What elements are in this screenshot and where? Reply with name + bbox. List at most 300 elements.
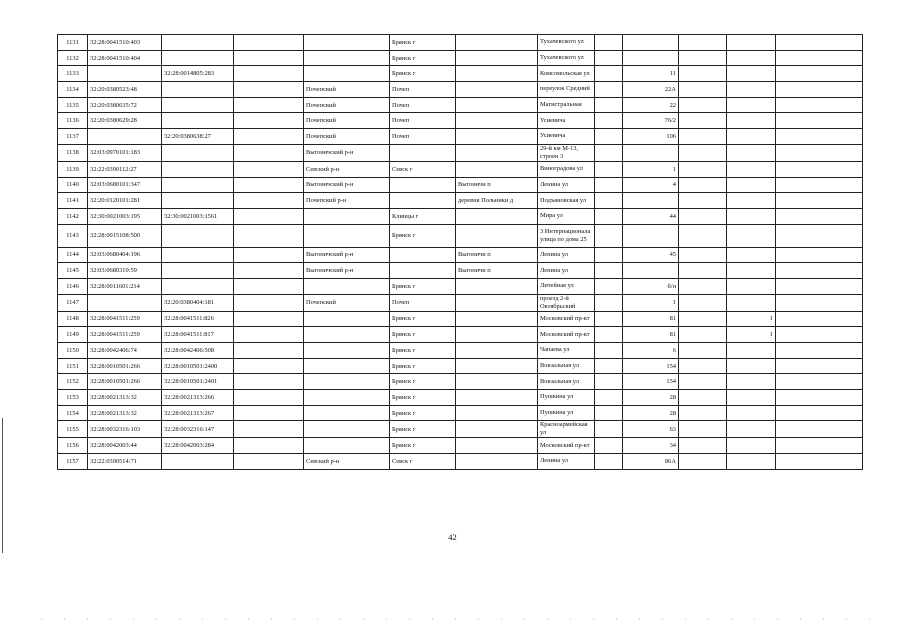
cell-flag [727, 358, 776, 374]
table-row [58, 113, 863, 129]
cell-house [623, 144, 679, 161]
cell-empty [776, 66, 863, 82]
cell-cadastral-number-2: 32:28:0010501:2401 [162, 374, 234, 390]
cell-street: Мира ул [538, 208, 595, 224]
cell-empty [234, 263, 304, 279]
cell-city: Брянск г [390, 374, 456, 390]
cell-empty [776, 454, 863, 470]
cell-city: Брянск г [390, 421, 456, 438]
cell-street: Московский пр-кт [538, 311, 595, 327]
cell-settlement [456, 294, 538, 311]
cell-empty [595, 278, 623, 294]
cell-cadastral-number: 32:03:0680310:59 [88, 263, 162, 279]
cell-empty [679, 421, 727, 438]
cell-empty [776, 421, 863, 438]
cell-street: Пушкина ул [538, 390, 595, 406]
cell-empty [679, 144, 727, 161]
cell-empty [234, 82, 304, 98]
cell-flag [727, 247, 776, 263]
cell-empty [234, 421, 304, 438]
cell-city: Брянск г [390, 358, 456, 374]
cell-cadastral-number: 32:03:0680101:347 [88, 177, 162, 193]
cell-house: 11 [623, 66, 679, 82]
cell-empty [595, 327, 623, 343]
cell-row-number: 1157 [58, 454, 88, 470]
cell-district [304, 66, 390, 82]
cell-house [623, 263, 679, 279]
cell-city [390, 177, 456, 193]
cell-street: Вокзальная ул [538, 374, 595, 390]
cell-cadastral-number: 32:28:0041510:404 [88, 50, 162, 66]
cell-empty [679, 247, 727, 263]
cell-empty [595, 177, 623, 193]
cell-cadastral-number-2 [162, 278, 234, 294]
cell-cadastral-number-2: 32:28:0014805:283 [162, 66, 234, 82]
cell-city: Брянск г [390, 343, 456, 359]
cell-cadastral-number-2 [162, 193, 234, 209]
cell-settlement: деревня Польники д [456, 193, 538, 209]
cell-settlement: Выгоничи п [456, 247, 538, 263]
cell-district: Почепский [304, 113, 390, 129]
cell-empty [679, 113, 727, 129]
cell-row-number: 1152 [58, 374, 88, 390]
page-number: 42 [448, 532, 457, 542]
cell-row-number: 1151 [58, 358, 88, 374]
cell-street: Подъяновская ул [538, 193, 595, 209]
cell-flag [727, 294, 776, 311]
cell-empty [234, 193, 304, 209]
table-row [58, 129, 863, 145]
cell-flag [727, 161, 776, 177]
table-row [58, 438, 863, 454]
table-row [58, 50, 863, 66]
cell-district: Почепский [304, 97, 390, 113]
cell-house: 63 [623, 421, 679, 438]
cell-cadastral-number: 32:28:0011601:214 [88, 278, 162, 294]
cell-empty [776, 327, 863, 343]
cell-district: Выгоничский р-н [304, 263, 390, 279]
cell-empty [679, 177, 727, 193]
cell-empty [234, 438, 304, 454]
cell-empty [776, 208, 863, 224]
cell-cadastral-number-2 [162, 50, 234, 66]
cell-city [390, 144, 456, 161]
cell-empty [595, 343, 623, 359]
cell-house: 44 [623, 208, 679, 224]
cell-row-number: 1153 [58, 390, 88, 406]
cell-flag [727, 82, 776, 98]
table-row [58, 421, 863, 438]
cell-house: 34 [623, 438, 679, 454]
cell-cadastral-number-2 [162, 263, 234, 279]
cell-flag [727, 224, 776, 247]
cell-house: 6 [623, 343, 679, 359]
cell-street: Ленина ул [538, 263, 595, 279]
cell-settlement [456, 97, 538, 113]
cell-cadastral-number: 32:28:0015108:500 [88, 224, 162, 247]
cell-empty [234, 208, 304, 224]
cell-empty [679, 224, 727, 247]
cell-empty [234, 66, 304, 82]
cell-house: 22 [623, 97, 679, 113]
cell-cadastral-number: 32:28:0032316:103 [88, 421, 162, 438]
cell-flag [727, 454, 776, 470]
cell-flag [727, 390, 776, 406]
cell-house: 154 [623, 358, 679, 374]
cell-street: Литейная ул [538, 278, 595, 294]
table-row [58, 144, 863, 161]
cell-house: 4 [623, 177, 679, 193]
cell-empty [234, 358, 304, 374]
table-row [58, 193, 863, 209]
cell-street: Чапаева ул [538, 343, 595, 359]
cell-empty [776, 247, 863, 263]
cell-city [390, 247, 456, 263]
cell-row-number: 1139 [58, 161, 88, 177]
cell-empty [679, 405, 727, 421]
cell-empty [234, 327, 304, 343]
cell-empty [234, 35, 304, 51]
cell-flag [727, 193, 776, 209]
cell-cadastral-number-2 [162, 82, 234, 98]
cell-row-number: 1140 [58, 177, 88, 193]
cell-empty [234, 224, 304, 247]
cell-flag [727, 97, 776, 113]
cell-settlement [456, 311, 538, 327]
cell-house: б/н [623, 278, 679, 294]
cell-city: Севск г [390, 454, 456, 470]
cell-city: Брянск г [390, 438, 456, 454]
cell-empty [679, 278, 727, 294]
cell-street: Московский пр-кт [538, 327, 595, 343]
cell-empty [595, 161, 623, 177]
cell-empty [776, 193, 863, 209]
cell-flag: 1 [727, 327, 776, 343]
cell-district [304, 358, 390, 374]
cell-house: 1 [623, 161, 679, 177]
cell-flag [727, 50, 776, 66]
cell-empty [595, 50, 623, 66]
cell-street: Тухачевского ул [538, 35, 595, 51]
cell-house [623, 50, 679, 66]
cell-district [304, 343, 390, 359]
cell-house: 28 [623, 390, 679, 406]
cell-flag: 1 [727, 311, 776, 327]
cell-cadastral-number-2 [162, 97, 234, 113]
cell-city: Брянск г [390, 35, 456, 51]
cell-empty [595, 438, 623, 454]
cell-city: Брянск г [390, 278, 456, 294]
cell-row-number: 1136 [58, 113, 88, 129]
cell-street: 3 Интернационала улица по дома 25 [538, 224, 595, 247]
cell-district: Выгоничский р-н [304, 177, 390, 193]
cell-street: Пушкина ул [538, 405, 595, 421]
cell-empty [595, 263, 623, 279]
cell-house [623, 224, 679, 247]
cell-row-number: 1131 [58, 35, 88, 51]
cell-row-number: 1138 [58, 144, 88, 161]
cell-empty [679, 358, 727, 374]
cell-city: Клинцы г [390, 208, 456, 224]
table-row [58, 294, 863, 311]
cell-settlement [456, 82, 538, 98]
cell-empty [679, 129, 727, 145]
cell-empty [234, 294, 304, 311]
cell-settlement [456, 438, 538, 454]
cell-settlement: Выгоничи п [456, 177, 538, 193]
cell-flag [727, 438, 776, 454]
cell-flag [727, 144, 776, 161]
cell-row-number: 1149 [58, 327, 88, 343]
cell-flag [727, 129, 776, 145]
cell-cadastral-number-2: 32:28:0042406:508 [162, 343, 234, 359]
cell-empty [776, 129, 863, 145]
cell-street: Красноармейская ул [538, 421, 595, 438]
cell-street: Виноградова ул [538, 161, 595, 177]
cell-cadastral-number-2 [162, 224, 234, 247]
cell-empty [595, 193, 623, 209]
cell-house: 45 [623, 247, 679, 263]
cell-house: 81 [623, 311, 679, 327]
cell-empty [595, 247, 623, 263]
cell-city: Почеп [390, 82, 456, 98]
cell-cadastral-number-2: 32:20:0380638:27 [162, 129, 234, 145]
cell-cadastral-number: 32:28:0010501:266 [88, 374, 162, 390]
cell-empty [595, 224, 623, 247]
cell-house: 22А [623, 82, 679, 98]
cell-house [623, 193, 679, 209]
cell-empty [679, 263, 727, 279]
cell-street: Комсомольская ул [538, 66, 595, 82]
cell-flag [727, 35, 776, 51]
cell-row-number: 1132 [58, 50, 88, 66]
cell-street: Ленина ул [538, 454, 595, 470]
cell-city: Почеп [390, 97, 456, 113]
cell-settlement [456, 358, 538, 374]
scan-noise [30, 618, 890, 620]
cell-empty [776, 390, 863, 406]
cell-street: 29-й км М-13, строен 3 [538, 144, 595, 161]
cell-cadastral-number: 32:28:0041511:259 [88, 311, 162, 327]
cell-cadastral-number-2: 32:30:0021003:1561 [162, 208, 234, 224]
table-row [58, 374, 863, 390]
cell-cadastral-number: 32:28:0042406:74 [88, 343, 162, 359]
cell-row-number: 1144 [58, 247, 88, 263]
cell-empty [595, 35, 623, 51]
cell-empty [776, 224, 863, 247]
cell-settlement [456, 421, 538, 438]
cell-empty [679, 294, 727, 311]
cell-street: Вокзальная ул [538, 358, 595, 374]
cell-row-number: 1155 [58, 421, 88, 438]
table-row [58, 247, 863, 263]
cell-cadastral-number: 32:20:0380635:72 [88, 97, 162, 113]
table-row [58, 82, 863, 98]
cell-row-number: 1137 [58, 129, 88, 145]
cell-cadastral-number: 32:30:0021003:195 [88, 208, 162, 224]
cell-cadastral-number-2 [162, 35, 234, 51]
cell-empty [679, 390, 727, 406]
cell-empty [595, 113, 623, 129]
cell-cadastral-number: 32:03:0680404:196 [88, 247, 162, 263]
cell-empty [234, 50, 304, 66]
cell-empty [595, 294, 623, 311]
cell-empty [776, 35, 863, 51]
cell-street: Московский пр-кт [538, 438, 595, 454]
cell-empty [776, 438, 863, 454]
cell-district: Почепский р-н [304, 193, 390, 209]
cell-cadastral-number-2 [162, 247, 234, 263]
cell-empty [595, 454, 623, 470]
cell-row-number: 1142 [58, 208, 88, 224]
cell-empty [595, 405, 623, 421]
cell-street: Магистральная [538, 97, 595, 113]
cell-empty [776, 113, 863, 129]
cell-district [304, 278, 390, 294]
cell-cadastral-number: 32:22:0390112:27 [88, 161, 162, 177]
cell-city: Брянск г [390, 66, 456, 82]
cell-empty [776, 278, 863, 294]
cell-street: Ленина ул [538, 177, 595, 193]
cell-empty [679, 343, 727, 359]
cell-cadastral-number: 32:20:0380629:28 [88, 113, 162, 129]
cell-flag [727, 343, 776, 359]
table-row [58, 327, 863, 343]
cell-settlement [456, 327, 538, 343]
cell-flag [727, 208, 776, 224]
cell-district: Почепский [304, 294, 390, 311]
cell-empty [595, 129, 623, 145]
cell-empty [776, 263, 863, 279]
table-row [58, 224, 863, 247]
cell-empty [595, 144, 623, 161]
cell-empty [595, 421, 623, 438]
cell-district: Выгоничский р-н [304, 144, 390, 161]
cell-empty [595, 358, 623, 374]
cell-row-number: 1135 [58, 97, 88, 113]
cell-city: Почеп [390, 294, 456, 311]
cell-empty [234, 97, 304, 113]
cell-cadastral-number-2: 32:28:0041511:826 [162, 311, 234, 327]
cell-flag [727, 113, 776, 129]
cell-empty [776, 343, 863, 359]
cell-cadastral-number-2: 32:28:0032316:147 [162, 421, 234, 438]
table-row [58, 278, 863, 294]
cell-city: Брянск г [390, 327, 456, 343]
cell-flag [727, 177, 776, 193]
cell-city: Почеп [390, 113, 456, 129]
cell-cadastral-number: 32:22:0390514:71 [88, 454, 162, 470]
cell-cadastral-number-2 [162, 177, 234, 193]
cell-empty [679, 66, 727, 82]
cell-empty [234, 161, 304, 177]
cell-cadastral-number: 32:28:0021313:32 [88, 405, 162, 421]
cell-empty [679, 327, 727, 343]
cell-empty [234, 454, 304, 470]
cell-row-number: 1134 [58, 82, 88, 98]
cell-cadastral-number-2: 32:28:0041511:817 [162, 327, 234, 343]
cell-empty [776, 405, 863, 421]
cell-empty [679, 454, 727, 470]
cell-city: Брянск г [390, 390, 456, 406]
cell-cadastral-number: 32:28:0010501:266 [88, 358, 162, 374]
cell-cadastral-number: 32:28:0041510:403 [88, 35, 162, 51]
cell-settlement [456, 35, 538, 51]
cell-district [304, 327, 390, 343]
cell-district [304, 311, 390, 327]
table-row [58, 343, 863, 359]
cell-flag [727, 66, 776, 82]
cell-empty [234, 390, 304, 406]
cell-district [304, 421, 390, 438]
cell-settlement [456, 343, 538, 359]
cell-empty [679, 311, 727, 327]
cell-empty [595, 66, 623, 82]
cell-flag [727, 263, 776, 279]
cell-settlement [456, 374, 538, 390]
cell-empty [776, 294, 863, 311]
table-row [58, 97, 863, 113]
cell-empty [595, 374, 623, 390]
cell-settlement [456, 454, 538, 470]
cell-empty [234, 311, 304, 327]
cell-city: Брянск г [390, 224, 456, 247]
cell-empty [595, 97, 623, 113]
cell-settlement [456, 113, 538, 129]
registry-table-body [58, 35, 863, 470]
cell-settlement: Выгоничи п [456, 263, 538, 279]
cell-street: Усиевича [538, 113, 595, 129]
cell-city [390, 193, 456, 209]
cell-street: переулок Средний [538, 82, 595, 98]
cell-row-number: 1148 [58, 311, 88, 327]
cell-district [304, 50, 390, 66]
cell-cadastral-number: 32:20:0120101:281 [88, 193, 162, 209]
cell-row-number: 1147 [58, 294, 88, 311]
cell-empty [776, 177, 863, 193]
cell-street: Усиевича [538, 129, 595, 145]
table-row [58, 208, 863, 224]
cell-empty [679, 35, 727, 51]
cell-row-number: 1143 [58, 224, 88, 247]
cell-cadastral-number: 32:28:0021313:32 [88, 390, 162, 406]
cell-empty [234, 144, 304, 161]
cell-flag [727, 374, 776, 390]
cell-cadastral-number: 32:28:0041511:259 [88, 327, 162, 343]
cell-cadastral-number-2: 32:28:0010501:2400 [162, 358, 234, 374]
cell-city [390, 263, 456, 279]
cell-empty [679, 208, 727, 224]
cell-district [304, 208, 390, 224]
cell-cadastral-number-2 [162, 144, 234, 161]
cell-cadastral-number-2 [162, 161, 234, 177]
cell-district [304, 374, 390, 390]
cell-house: 81 [623, 327, 679, 343]
registry-table [57, 34, 863, 470]
cell-street: проезд 2-й Октябрьский [538, 294, 595, 311]
cell-settlement [456, 66, 538, 82]
cell-empty [234, 247, 304, 263]
cell-cadastral-number-2: 32:28:0021313:267 [162, 405, 234, 421]
cell-empty [679, 161, 727, 177]
cell-district [304, 390, 390, 406]
cell-settlement [456, 224, 538, 247]
cell-empty [234, 374, 304, 390]
cell-empty [679, 438, 727, 454]
cell-empty [776, 374, 863, 390]
cell-flag [727, 278, 776, 294]
cell-empty [234, 343, 304, 359]
